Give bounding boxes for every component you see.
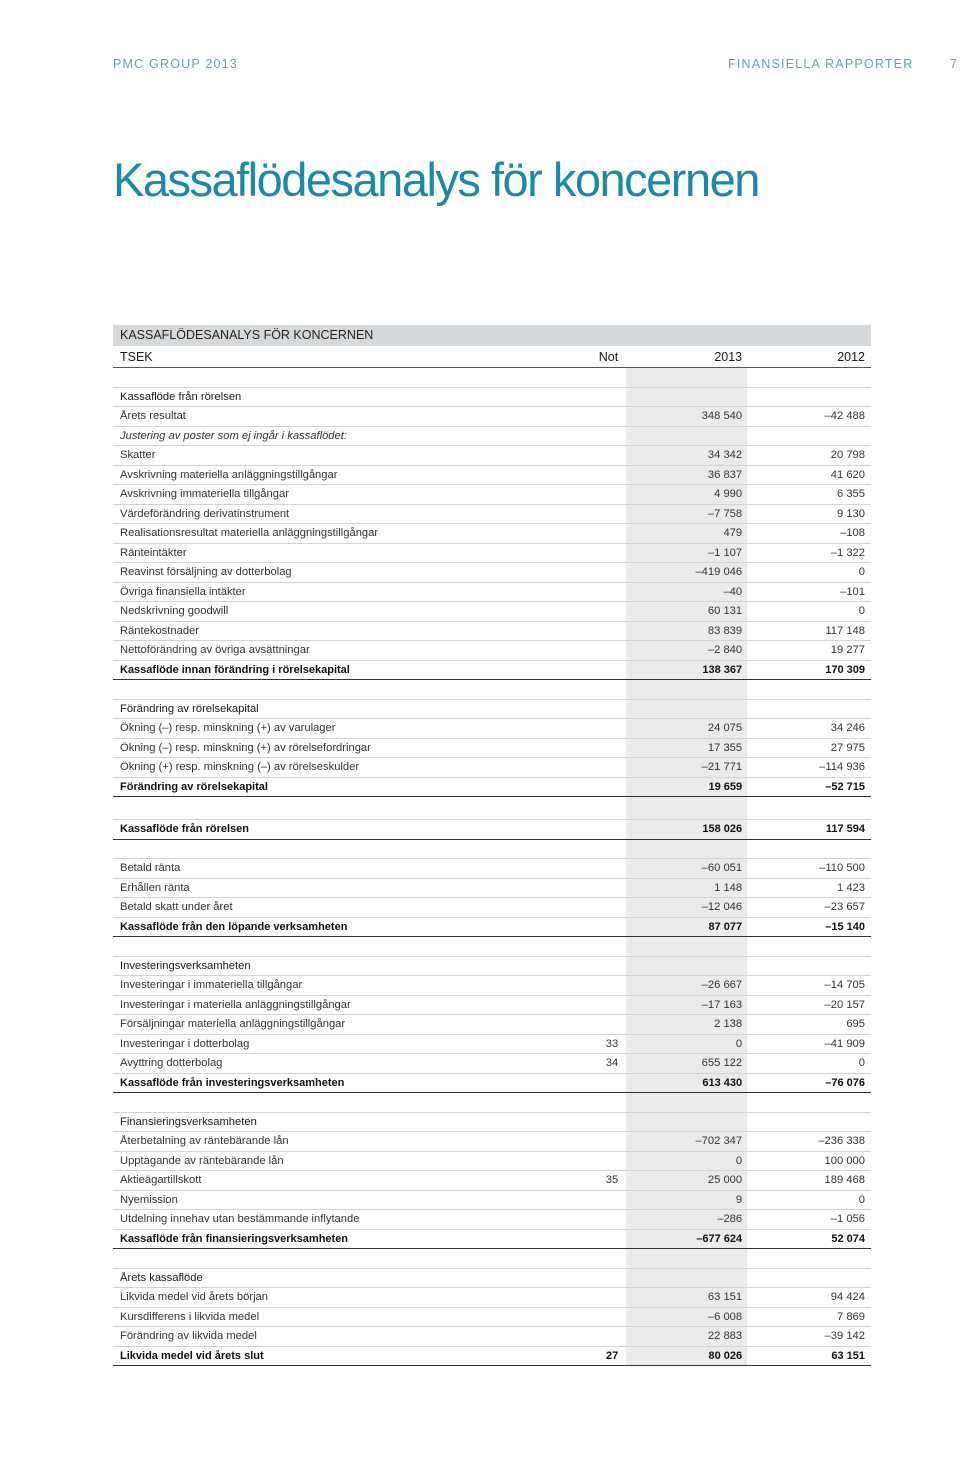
- table-row: [113, 1035, 871, 1055]
- row-value-2012: –14 705: [824, 979, 865, 992]
- column-header-label: TSEK: [120, 349, 153, 364]
- row-value-2013: 0: [735, 1154, 743, 1167]
- row-label: Ränteintäkter: [120, 546, 187, 559]
- table-row: [113, 641, 871, 661]
- table-row: [113, 1327, 871, 1347]
- row-note: 35: [605, 1174, 619, 1187]
- row-value-2013: 0: [735, 1037, 743, 1050]
- row-label: Upptagande av räntebärande lån: [120, 1154, 284, 1167]
- row-value-2013: 36 837: [707, 468, 743, 481]
- row-value-2013: –40: [723, 585, 743, 598]
- row-value-2013: 83 839: [707, 624, 743, 637]
- row-value-2013: 34 342: [707, 449, 743, 462]
- row-value-2012: 9 130: [837, 507, 865, 520]
- row-value-2013: 17 355: [707, 741, 743, 754]
- header-left: PMC GROUP 2013: [113, 57, 238, 71]
- row-label: Värdeförändring derivatinstrument: [120, 507, 290, 520]
- column-header-note: Not: [598, 349, 619, 364]
- row-label: Reavinst försäljning av dotterbolag: [120, 566, 292, 579]
- row-label: Årets resultat: [120, 410, 186, 423]
- row-label: Kassaflöde från finansieringsverksamheten: [120, 1232, 349, 1245]
- row-label: Kassaflöde från den löpande verksamheten: [120, 920, 348, 933]
- row-value-2013: –6 008: [707, 1310, 743, 1323]
- table-row: [113, 407, 871, 427]
- row-label: Kassaflöde innan förändring i rörelsekapital: [120, 663, 350, 676]
- row-label: Återbetalning av räntebärande lån: [120, 1135, 289, 1148]
- row-value-2012: –114 936: [819, 761, 865, 774]
- row-value-2013: –21 771: [701, 761, 743, 774]
- row-value-2012: 170 309: [825, 663, 865, 676]
- row-value-2012: 0: [858, 1057, 865, 1070]
- row-value-2012: –76 076: [825, 1076, 865, 1089]
- row-value-2012: –23 657: [824, 901, 865, 914]
- row-value-2012: 6 355: [837, 488, 865, 501]
- table-row: [113, 563, 871, 583]
- table-row: [113, 1132, 871, 1152]
- spacer-row: [113, 797, 871, 820]
- table-title: KASSAFLÖDESANALYS FÖR KONCERNEN: [113, 325, 871, 346]
- row-label: Erhållen ränta: [120, 881, 190, 894]
- table-row: [113, 622, 871, 642]
- row-value-2012: 52 074: [831, 1232, 865, 1245]
- spacer-row: [113, 1093, 871, 1113]
- row-label: Ökning (+) resp. minskning (–) av rörelseskulder: [120, 761, 360, 774]
- table-row: [113, 859, 871, 879]
- column-header-2012: 2012: [837, 349, 865, 364]
- table-row: [113, 1191, 871, 1211]
- row-label: Nettoförändring av övriga avsättningar: [120, 644, 310, 657]
- section-heading-row: [113, 388, 871, 408]
- row-note: 33: [605, 1037, 619, 1050]
- row-value-2013: –419 046: [695, 566, 743, 579]
- row-label: Kassaflöde från investeringsverksamheten: [120, 1076, 345, 1089]
- table-row: [113, 485, 871, 505]
- table-row: [113, 976, 871, 996]
- table-row: [113, 898, 871, 918]
- row-label: Investeringsverksamheten: [120, 959, 251, 972]
- row-label: Likvida medel vid årets slut: [120, 1349, 264, 1362]
- row-label: Nyemission: [120, 1193, 178, 1206]
- row-label: Justering av poster som ej ingår i kassaflödet:: [120, 429, 347, 442]
- table-row: [113, 1152, 871, 1172]
- row-value-2013: –286: [717, 1213, 743, 1226]
- row-label: Avyttring dotterbolag: [120, 1057, 223, 1070]
- row-value-2013: 60 131: [707, 605, 743, 618]
- column-header-row: [113, 346, 871, 368]
- row-value-2012: –110 500: [819, 862, 865, 875]
- table-row: [113, 544, 871, 564]
- row-label: Nedskrivning goodwill: [120, 605, 229, 618]
- row-value-2012: –15 140: [825, 920, 865, 933]
- row-value-2013: 348 540: [701, 410, 743, 423]
- row-label: Realisationsresultat materiella anläggningstillgångar: [120, 527, 379, 540]
- row-value-2012: 100 000: [824, 1154, 865, 1167]
- table-row: [113, 446, 871, 466]
- row-label: Förändring av rörelsekapital: [120, 702, 259, 715]
- row-label: Betald ränta: [120, 862, 181, 875]
- row-value-2013: –26 667: [701, 979, 743, 992]
- row-value-2013: 158 026: [702, 823, 743, 836]
- row-value-2013: 2 138: [714, 1018, 743, 1031]
- column-header-2013: 2013: [714, 349, 743, 364]
- row-label: Investeringar i immateriella tillgångar: [120, 979, 303, 992]
- table-row: [113, 524, 871, 544]
- table-row: [113, 739, 871, 759]
- row-label: Aktieägartillskott: [120, 1174, 202, 1187]
- row-label: Skatter: [120, 449, 156, 462]
- row-value-2013: 63 151: [707, 1291, 743, 1304]
- row-value-2012: 27 975: [830, 741, 865, 754]
- row-value-2013: 1 148: [714, 881, 743, 894]
- row-value-2012: –20 157: [824, 998, 865, 1011]
- row-value-2012: 63 151: [831, 1349, 865, 1362]
- row-label: Ökning (–) resp. minskning (+) av rörelsefordringar: [120, 741, 371, 754]
- row-label: Investeringar i materiella anläggningstillgångar: [120, 998, 351, 1011]
- spacer-row: [113, 680, 871, 700]
- row-label: Försäljningar materiella anläggningstillgångar: [120, 1018, 346, 1031]
- row-value-2012: –1 322: [830, 546, 865, 559]
- row-value-2013: 24 075: [707, 722, 743, 735]
- total-row: [113, 820, 871, 840]
- table-row: [113, 1210, 871, 1230]
- table-row: [113, 427, 871, 447]
- row-value-2012: –108: [840, 527, 865, 540]
- table-row: [113, 1015, 871, 1035]
- table-row: [113, 1288, 871, 1308]
- row-label: Kursdifferens i likvida medel: [120, 1310, 260, 1323]
- table-row: [113, 1308, 871, 1328]
- row-label: Övriga finansiella intäkter: [120, 585, 246, 598]
- row-value-2013: 655 122: [701, 1057, 743, 1070]
- section-heading-row: [113, 700, 871, 720]
- row-value-2013: –702 347: [695, 1135, 743, 1148]
- table-body: [113, 368, 871, 1366]
- table-row: [113, 719, 871, 739]
- row-value-2012: 94 424: [830, 1291, 865, 1304]
- row-value-2012: 695: [846, 1018, 865, 1031]
- row-value-2012: 117 148: [825, 624, 865, 637]
- row-value-2013: –60 051: [701, 862, 743, 875]
- table-row: [113, 1054, 871, 1074]
- row-label: Förändring av rörelsekapital: [120, 780, 268, 793]
- spacer-row: [113, 840, 871, 860]
- row-value-2012: 0: [858, 605, 865, 618]
- row-label: Kassaflöde från rörelsen: [120, 390, 242, 403]
- row-label: Utdelning innehav utan bestämmande inflytande: [120, 1213, 360, 1226]
- row-note: 34: [605, 1057, 619, 1070]
- row-value-2013: 22 883: [707, 1330, 743, 1343]
- row-value-2012: 0: [858, 566, 865, 579]
- total-row: [113, 778, 871, 798]
- row-value-2013: 87 077: [708, 920, 743, 933]
- section-heading-row: [113, 1269, 871, 1289]
- table-row: [113, 505, 871, 525]
- table-row: [113, 466, 871, 486]
- row-note: 27: [605, 1349, 619, 1362]
- row-value-2013: –1 107: [707, 546, 743, 559]
- row-value-2012: 0: [858, 1193, 865, 1206]
- row-label: Finansieringsverksamheten: [120, 1115, 257, 1128]
- row-value-2013: –2 840: [707, 644, 743, 657]
- row-value-2012: 117 594: [825, 823, 865, 836]
- cashflow-table: [113, 325, 871, 1366]
- page-title: Kassaflödesanalys för koncernen: [113, 153, 759, 206]
- row-value-2013: 9: [735, 1193, 743, 1206]
- row-value-2013: 80 026: [708, 1349, 743, 1362]
- row-value-2012: 41 620: [830, 468, 865, 481]
- spacer-row: [113, 368, 871, 388]
- row-value-2012: 20 798: [830, 449, 865, 462]
- row-value-2013: 19 659: [708, 780, 743, 793]
- total-row: [113, 661, 871, 681]
- table-row: [113, 879, 871, 899]
- row-label: Räntekostnader: [120, 624, 199, 637]
- row-label: Kassaflöde från rörelsen: [120, 823, 249, 836]
- row-label: Förändring av likvida medel: [120, 1330, 257, 1343]
- row-value-2012: –39 142: [824, 1330, 865, 1343]
- table-row: [113, 758, 871, 778]
- row-value-2013: –7 758: [707, 507, 743, 520]
- row-value-2013: 138 367: [702, 663, 743, 676]
- section-heading-row: [113, 957, 871, 977]
- row-label: Årets kassaflöde: [120, 1271, 203, 1284]
- row-value-2012: –42 488: [824, 410, 865, 423]
- section-heading-row: [113, 1113, 871, 1133]
- table-row: [113, 1171, 871, 1191]
- spacer-row: [113, 1249, 871, 1269]
- row-label: Likvida medel vid årets början: [120, 1291, 268, 1304]
- total-row: [113, 1230, 871, 1250]
- row-value-2012: 19 277: [830, 644, 865, 657]
- row-value-2012: –41 909: [824, 1037, 865, 1050]
- row-value-2012: –236 338: [818, 1135, 865, 1148]
- row-value-2012: 1 423: [837, 881, 865, 894]
- total-row: [113, 1347, 871, 1367]
- row-value-2013: 613 430: [702, 1076, 743, 1089]
- header-right: FINANSIELLA RAPPORTER: [728, 57, 914, 71]
- row-value-2013: 479: [723, 527, 743, 540]
- table-row: [113, 583, 871, 603]
- row-label: Avskrivning materiella anläggningstillgångar: [120, 468, 338, 481]
- row-value-2012: 189 468: [824, 1174, 865, 1187]
- page-number: 7: [950, 57, 959, 71]
- row-value-2013: –677 624: [696, 1232, 743, 1245]
- table-row: [113, 602, 871, 622]
- row-value-2013: 25 000: [707, 1174, 743, 1187]
- total-row: [113, 1074, 871, 1094]
- row-label: Ökning (–) resp. minskning (+) av varulager: [120, 722, 336, 735]
- row-label: Betald skatt under året: [120, 901, 233, 914]
- row-value-2013: 4 990: [714, 488, 743, 501]
- row-value-2012: 7 869: [837, 1310, 865, 1323]
- row-label: Avskrivning immateriella tillgångar: [120, 488, 289, 501]
- table-row: [113, 996, 871, 1016]
- row-value-2012: –1 056: [830, 1213, 865, 1226]
- row-value-2012: 34 246: [830, 722, 865, 735]
- row-value-2012: –101: [840, 585, 865, 598]
- row-value-2013: –17 163: [701, 998, 743, 1011]
- row-value-2012: –52 715: [825, 780, 865, 793]
- total-row: [113, 918, 871, 938]
- row-value-2013: –12 046: [701, 901, 743, 914]
- spacer-row: [113, 937, 871, 957]
- row-label: Investeringar i dotterbolag: [120, 1037, 250, 1050]
